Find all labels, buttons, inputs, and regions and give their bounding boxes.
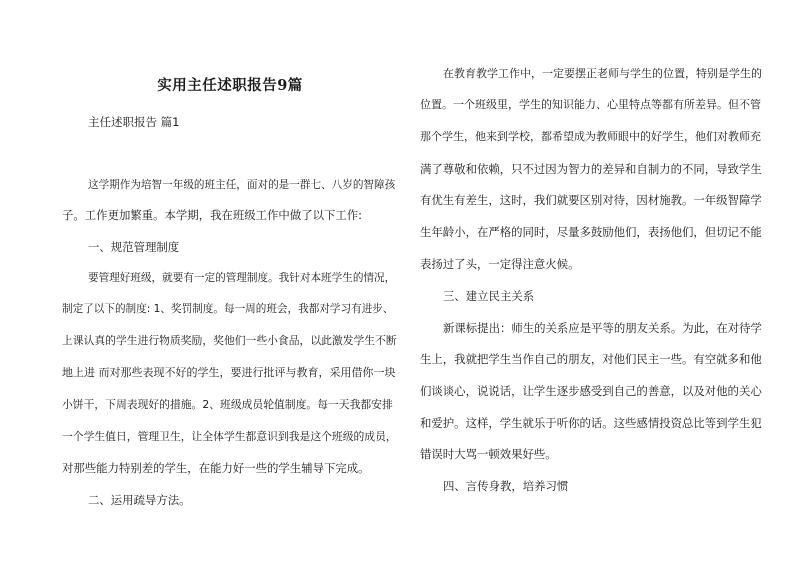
paragraph-line: 那个学生，他来到学校，都希望成为教师眼中的好学生，他们对教师充	[420, 130, 761, 143]
paragraph-line: 上课认真的学生进行物质奖励，奖他们一些小食品，以此激发学生不断	[62, 334, 397, 347]
paragraph-line: 对那些能力特别差的学生，在能力好一些的学生辅导下完成。	[62, 461, 370, 475]
document-title: 实用主任述职报告9篇	[157, 77, 303, 94]
paragraph-line: 子。工作更加繁重。本学期，我在班级工作中做了以下工作:	[62, 208, 362, 222]
paragraph-line: 这学期作为培智一年级的班主任，面对的是一群七、八岁的智障孩	[88, 179, 396, 191]
paragraph-line: 生年龄小，在严格的同时，尽量多鼓励他们，表扬他们，但切记不能	[420, 225, 762, 239]
section-heading: 三、建立民主关系	[443, 289, 535, 303]
paragraph-line: 在教育教学工作中，一定要摆正老师与学生的位置，特别是学生的	[443, 67, 762, 80]
paragraph-line: 一个学生值日，管理卫生，让全体学生都意识到我是这个班级的成员，	[62, 430, 397, 443]
paragraph-line: 小饼干，下周表现好的措施。2、班级成员轮值制度。每一天我都安排	[62, 398, 393, 411]
paragraph-line: 新课标提出：师生的关系应是平等的朋友关系。为此，在对待学	[443, 321, 762, 335]
paragraph-line: 们谈谈心，说说话，让学生逐步感受到自己的善意，以及对他的关心	[420, 384, 762, 398]
paragraph-line: 要管理好班级，就要有一定的管理制度。我针对本班学生的情况，	[88, 272, 396, 284]
paragraph-line: 和爱护。这样，学生就乐于听你的话。这些感情投资总比等到学生犯	[420, 416, 762, 430]
paragraph-line: 位置。一个班级里，学生的知识能力、心里特点等都有所差异。但不管	[420, 98, 761, 111]
section-heading: 二、运用疏导方法。	[88, 493, 191, 507]
paragraph-line: 表扬过了头，一定得注意火候。	[420, 257, 580, 271]
document-subtitle: 主任述职报告 篇1	[88, 115, 180, 129]
paragraph-line: 制定了以下的制度: 1、奖罚制度。每一周的班会，我都对学习有进步、	[62, 303, 394, 315]
paragraph-line: 错误时大骂一顿效果好些。	[420, 447, 557, 461]
section-heading: 四、言传身教，培养习惯	[443, 479, 569, 493]
section-heading: 一、规范管理制度	[88, 240, 180, 254]
paragraph-line: 生上，我就把学生当作自己的朋友，对他们民主一些。有空就多和他	[420, 352, 762, 366]
paragraph-line: 有优生有差生，这时，我们就要区别对待，因材施教。一年级智障学	[420, 193, 762, 207]
paragraph-line: 满了尊敬和依赖，只不过因为智力的差异和自制力的不同，导致学生	[420, 162, 762, 176]
paragraph-line: 地上进 而对那些表现不好的学生，要进行批评与教育，采用借你一块	[62, 366, 396, 379]
